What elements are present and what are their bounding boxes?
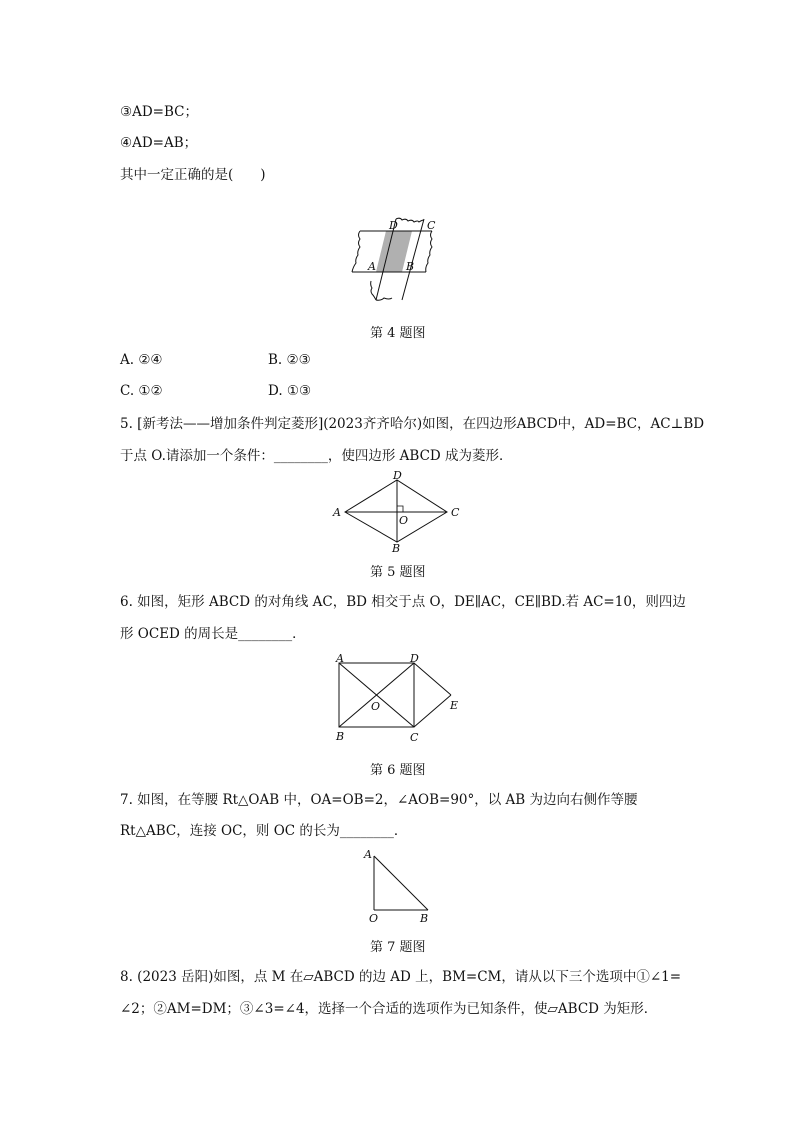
q6-line-2: 形 OCED 的周长是________． (120, 626, 306, 642)
fig7-label-b: B (420, 912, 429, 925)
fig4-label-d: D (389, 219, 398, 232)
fig6-label-a: A (336, 652, 344, 665)
fig5-label-d: D (393, 470, 402, 482)
fig6-label-b: B (336, 730, 345, 743)
fig4-label-c: C (427, 219, 436, 232)
fig5-caption: 第 5 题图 (370, 565, 426, 580)
option-d: D. ①③ (268, 383, 312, 399)
q5-line-1: 5. [新考法——增加条件判定菱形](2023齐齐哈尔)如图，在四边形ABCD中，AD=BC，AC⊥BD (120, 416, 705, 432)
figure-6 (330, 650, 465, 750)
fig5-label-o: O (399, 514, 409, 527)
fig6-label-e: E (450, 699, 459, 712)
figure-4 (340, 210, 450, 310)
fig6-label-o: O (371, 700, 381, 713)
figure-5 (330, 470, 465, 555)
fig6-label-d: D (410, 652, 419, 665)
fig7-label-a: A (364, 848, 372, 861)
q8-line-2: ∠2；②AM=DM；③∠3=∠4，选择一个合适的选项作为已知条件，使▱ABCD 为矩形． (120, 1001, 658, 1017)
figure-7 (360, 845, 440, 925)
option-a: A. ②④ (120, 352, 163, 368)
fig4-label-b: B (406, 260, 415, 273)
statement-4: ④AD=AB； (120, 135, 198, 151)
q7-line-2: Rt△ABC，连接 OC，则 OC 的长为________． (120, 823, 408, 839)
fig4-label-a: A (368, 260, 376, 273)
fig7-label-o: O (369, 912, 379, 925)
q5-line-2: 于点 O.请添加一个条件：________，使四边形 ABCD 成为菱形． (120, 448, 513, 464)
option-b: B. ②③ (268, 352, 311, 368)
fig5-label-b: B (392, 542, 401, 555)
fig5-label-c: C (451, 506, 460, 519)
q4-prompt: 其中一定正确的是( ) (120, 167, 266, 183)
q6-line-1: 6. 如图，矩形 ABCD 的对角线 AC，BD 相交于点 O，DE∥AC，CE∥BD.若 AC=10，则四边 (120, 594, 686, 610)
fig6-caption: 第 6 题图 (370, 763, 426, 778)
option-c: C. ①② (120, 383, 163, 399)
statement-3: ③AD=BC； (120, 104, 198, 120)
q7-line-1: 7. 如图，在等腰 Rt△OAB 中，OA=OB=2，∠AOB=90°，以 AB 为边向右侧作等腰 (120, 792, 638, 808)
fig4-caption: 第 4 题图 (370, 326, 426, 341)
fig5-label-a: A (333, 506, 341, 519)
fig6-label-c: C (410, 731, 419, 744)
q8-line-1: 8. (2023 岳阳)如图，点 M 在▱ABCD 的边 AD 上，BM=CM，请从以下三个选项中①∠1= (120, 969, 682, 985)
fig7-caption: 第 7 题图 (370, 940, 426, 955)
